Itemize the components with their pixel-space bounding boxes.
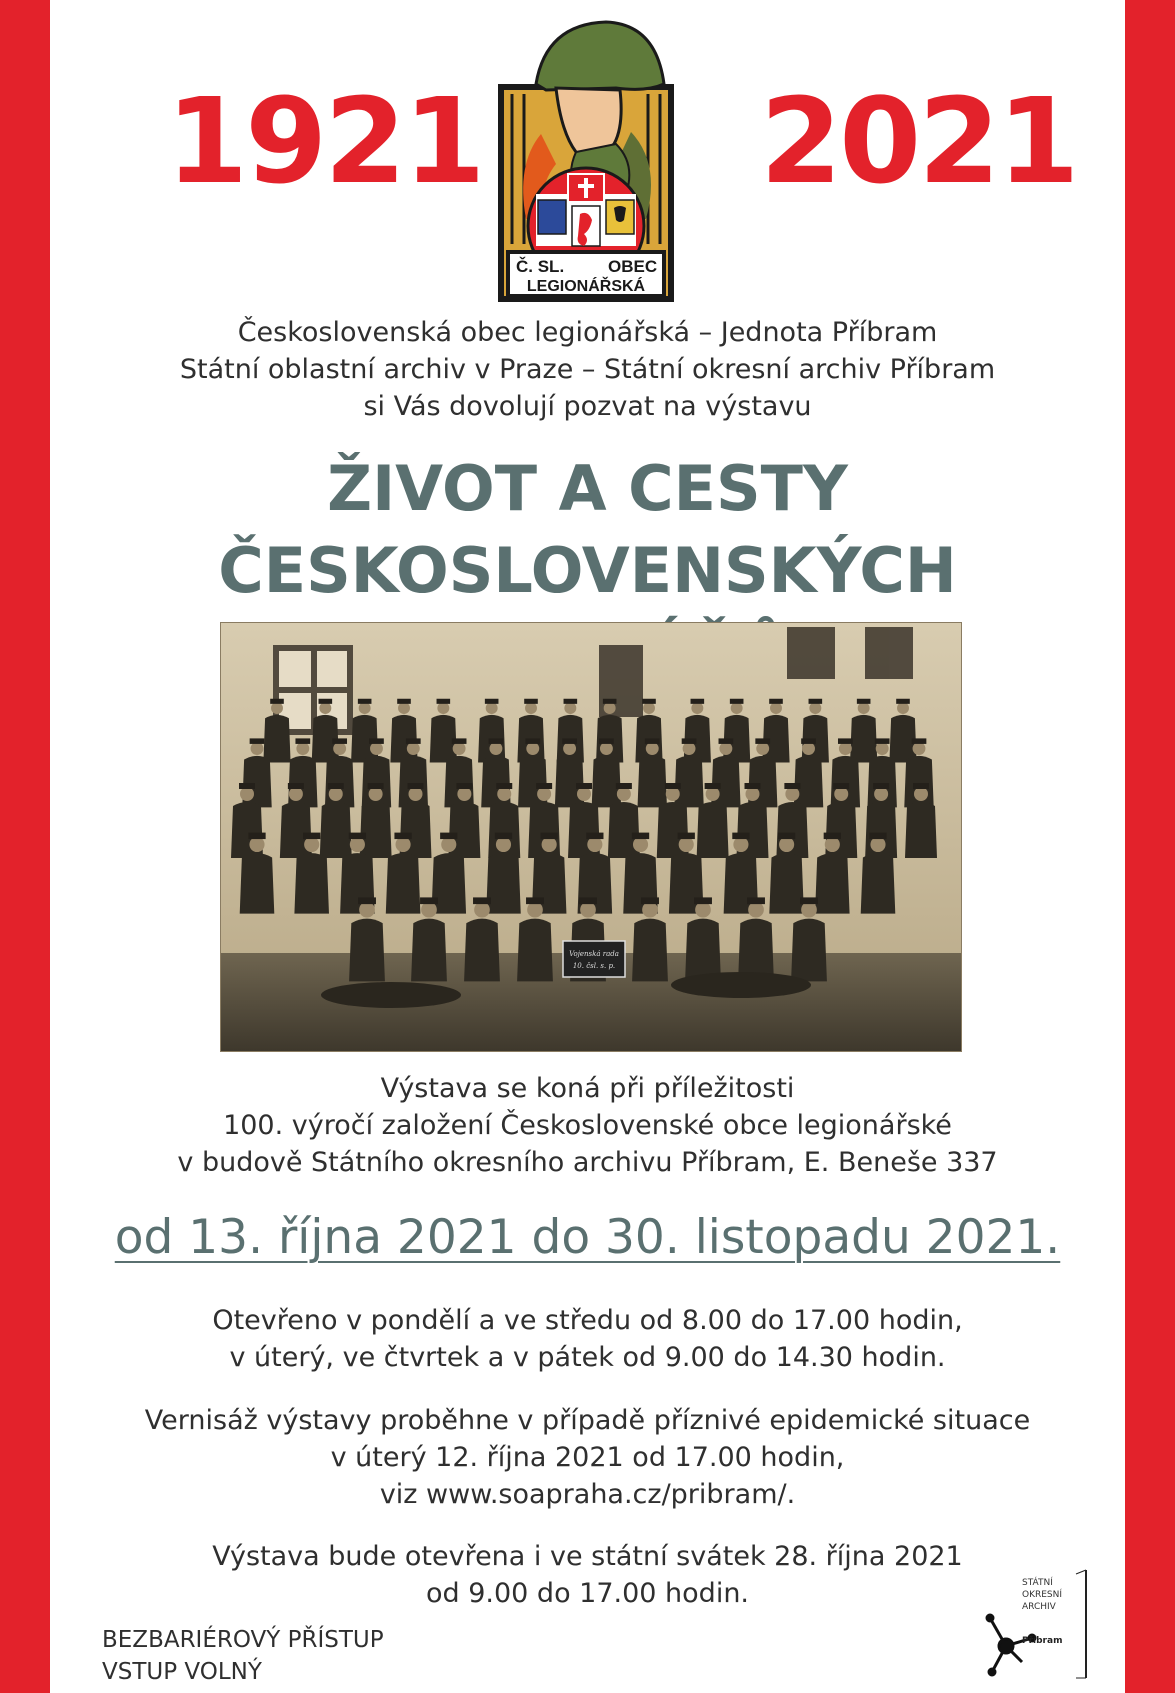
archive-text-line-2: OKRESNÍ bbox=[1022, 1590, 1063, 1600]
sign-text-1: Vojenská rada bbox=[569, 950, 619, 958]
legion-logo bbox=[496, 14, 676, 304]
holiday-opening bbox=[50, 1538, 1125, 1612]
intro-line-1: Československá obec legionářská – Jednota Příbram bbox=[237, 317, 938, 348]
intro-line-3: si Vás dovolují pozvat na výstavu bbox=[363, 391, 812, 422]
logo-text-csl: Č. SL. bbox=[516, 257, 565, 276]
access-line-free-entry: VSTUP VOLNÝ bbox=[102, 1659, 262, 1685]
archive-logo-text bbox=[1022, 1577, 1062, 1613]
title-line-1: ŽIVOT A CESTY bbox=[327, 452, 848, 525]
access-line-barrier-free: BEZBARIÉROVÝ PŘÍSTUP bbox=[102, 1627, 384, 1653]
occasion-line-3: v budově Státního okresního archivu Příbram, E. Beneše 337 bbox=[177, 1147, 998, 1178]
vernisage-line-3: viz www.soapraha.cz/pribram/. bbox=[379, 1479, 796, 1510]
left-red-stripe bbox=[0, 0, 50, 1693]
holiday-line-1: Výstava bude otevřena i ve státní svátek 28. října 2021 bbox=[212, 1541, 963, 1572]
right-red-stripe bbox=[1125, 0, 1175, 1693]
hours-line-2: v úterý, ve čtvrtek a v pátek od 9.00 do 14.30 hodin. bbox=[229, 1342, 946, 1373]
archive-text-line-3: ARCHIV bbox=[1022, 1602, 1056, 1612]
exhibition-dates: od 13. října 2021 do 30. listopadu 2021. bbox=[114, 1210, 1061, 1265]
year-start: 1921 bbox=[166, 72, 483, 210]
occasion-line-2: 100. výročí založení Československé obce legionářské bbox=[223, 1110, 952, 1141]
invitation-intro bbox=[50, 314, 1125, 425]
access-info bbox=[102, 1624, 384, 1688]
sign-text-2: 10. čsl. s. p. bbox=[572, 962, 616, 970]
occasion-text bbox=[50, 1070, 1125, 1181]
title-line-2: ČESKOSLOVENSKÝCH bbox=[218, 534, 957, 607]
year-end: 2021 bbox=[760, 72, 1077, 210]
vernisage-line-2: v úterý 12. října 2021 od 17.00 hodin, bbox=[330, 1442, 845, 1473]
logo-text-obec: OBEC bbox=[608, 257, 658, 276]
archive-logo-city: Příbram bbox=[1022, 1636, 1063, 1646]
logo-text-legionarska: LEGIONÁŘSKÁ bbox=[526, 278, 646, 295]
legionnaires-group-photo bbox=[220, 622, 962, 1052]
vernisage-info bbox=[50, 1402, 1125, 1513]
opening-hours bbox=[50, 1302, 1125, 1376]
hours-line-1: Otevřeno v pondělí a ve středu od 8.00 do 17.00 hodin, bbox=[212, 1305, 963, 1336]
holiday-line-2: od 9.00 do 17.00 hodin. bbox=[425, 1578, 750, 1609]
occasion-line-1: Výstava se koná při příležitosti bbox=[380, 1073, 795, 1104]
archive-text-line-1: STÁTNÍ bbox=[1022, 1578, 1053, 1588]
vernisage-line-1: Vernisáž výstavy proběhne v případě příznivé epidemické situace bbox=[144, 1405, 1031, 1436]
intro-line-2: Státní oblastní archiv v Praze – Státní okresní archiv Příbram bbox=[179, 354, 996, 385]
